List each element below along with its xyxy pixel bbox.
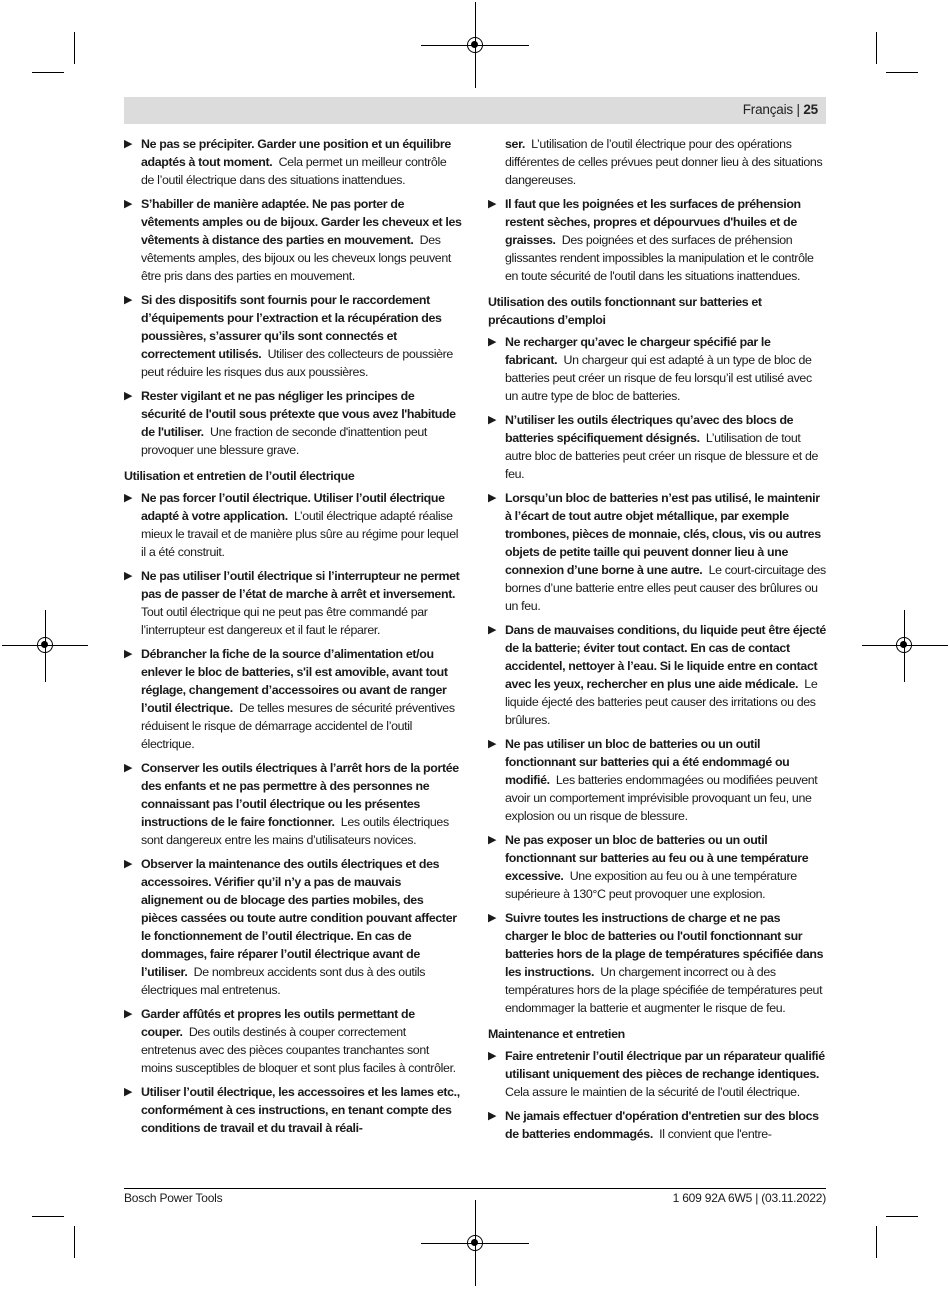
bullet-item-text: Les outils électriques sont dangereux entre les mains d’utilisateurs novices. (141, 815, 449, 847)
bullet-item (124, 759, 462, 849)
bullet-item (488, 909, 826, 1017)
footer-rule (124, 1188, 826, 1189)
bullet-item (124, 1083, 462, 1137)
bullet-arrow-icon: ▶ (124, 648, 133, 660)
bullet-arrow-icon: ▶ (124, 570, 133, 582)
crop-mark (886, 1216, 918, 1217)
bullet-item (488, 333, 826, 405)
bullet-item-bold: Observer la maintenance des outils électriques et des accessoires. Vérifier qu’il n’y a pas de mauvais alignement ou de blocage des parties mobiles, des pièces cassées ou toute autre condition pouvant affecter le fonctionnement de l’outil électrique. En cas de dommages, faire réparer l’outil électrique avant de l’utiliser. (141, 857, 457, 979)
bullet-item-text: L’utilisation de tout autre bloc de batteries peut créer un risque de blessure et de feu. (505, 431, 819, 481)
bullet-item-bold: Faire entretenir l’outil électrique par un réparateur qualifié utilisant uniquement des pièces de rechange identiques. (505, 1049, 825, 1081)
crop-mark (32, 72, 64, 73)
header-language: Français (742, 102, 793, 117)
right-column (488, 135, 826, 1149)
bullet-item-bold: Ne pas se précipiter. Garder une position et un équilibre adaptés à tout moment. (141, 137, 451, 169)
bullet-arrow-icon: ▶ (488, 1050, 497, 1062)
bullet-item-bold: Ne pas utiliser un bloc de batteries ou un outil fonctionnant sur batteries qui a été endommagé ou modifié. (505, 737, 790, 787)
bullet-item (124, 291, 462, 381)
footer-publisher: Bosch Power Tools (124, 1191, 223, 1205)
bullet-item-text: De nombreux accidents sont dus à des outils électriques mal entretenus. (141, 965, 426, 997)
page-header (124, 97, 826, 124)
bullet-item-text: Une exposition au feu ou à une température supérieure à 130°C peut provoquer une explosion. (505, 869, 797, 901)
bullet-item-bold: Utiliser l’outil électrique, les accessoires et les lames etc., conformément à ces instructions, en tenant compte des conditions de travail et du travail à réali- (141, 1085, 460, 1135)
bullet-item (124, 135, 462, 189)
right-list-a (488, 195, 826, 285)
bullet-item-text: Utiliser des collecteurs de poussière peut réduire les risques dus aux poussières. (141, 347, 453, 379)
bullet-arrow-icon: ▶ (124, 1086, 133, 1098)
bullet-item-text: Cela permet un meilleur contrôle de l’outil électrique dans des situations inattendues. (141, 155, 447, 187)
bullet-item-text: Des poignées et des surfaces de préhension glissantes rendent impossibles la manipulation et le contrôle en toute sécurité de l'outil dans les situations inattendues. (505, 233, 814, 283)
bullet-item-text: Des vêtements amples, des bijoux ou les cheveux longs peuvent être pris dans des parties en mouvement. (141, 233, 451, 283)
bullet-arrow-icon: ▶ (488, 624, 497, 636)
bullet-arrow-icon: ▶ (488, 834, 497, 846)
section-heading-use-care: Utilisation et entretien de l’outil électrique (124, 469, 355, 483)
bullet-item (124, 195, 462, 285)
bullet-arrow-icon: ▶ (488, 1110, 497, 1122)
bullet-item-bold: Ne pas exposer un bloc de batteries ou un outil fonctionnant sur batteries au feu ou à une température excessive. (505, 833, 809, 883)
bullet-item-text: Cela assure le maintien de la sécurité de l’outil électrique. (505, 1085, 800, 1099)
bullet-arrow-icon: ▶ (488, 738, 497, 750)
left-list-b (124, 489, 462, 1137)
bullet-item (124, 567, 462, 639)
bullet-item (488, 831, 826, 903)
registration-mark-icon (467, 1235, 483, 1251)
bullet-item (124, 387, 462, 459)
bullet-item-bold: Dans de mauvaises conditions, du liquide peut être éjecté de la batterie; éviter tout contact. En cas de contact accidentel, nettoyer à l’eau. Si le liquide entre en contact avec les yeux, rechercher en plus une aide médicale. (505, 623, 826, 691)
bullet-item-bold: Lorsqu’un bloc de batteries n’est pas utilisé, le maintenir à l’écart de tout autre objet métallique, par exemple trombones, pièces de monnaie, clés, clous, vis ou autres objets de petite taille qui peuvent donner lieu à une connexion d’une borne à une autre. (505, 491, 821, 577)
bullet-arrow-icon: ▶ (124, 492, 133, 504)
bullet-item-bold: N’utiliser les outils électriques qu’avec des blocs de batteries spécifiquement désignés. (505, 413, 794, 445)
bullet-item-bold: Garder affûtés et propres les outils permettant de couper. (141, 1007, 415, 1039)
bullet-arrow-icon: ▶ (124, 762, 133, 774)
bullet-item-text: Une fraction de seconde d'inattention peut provoquer une blessure grave. (141, 425, 428, 457)
bullet-item (488, 195, 826, 285)
bullet-item-bold: Ne recharger qu’avec le chargeur spécifié par le fabricant. (505, 335, 771, 367)
left-column (124, 135, 462, 1143)
bullet-item (124, 1005, 462, 1077)
bullet-item-text: Tout outil électrique qui ne peut pas être commandé par l’interrupteur est dangereux et il faut le réparer. (141, 605, 428, 637)
left-list-a (124, 135, 462, 459)
continued-bold: ser. (505, 137, 525, 151)
bullet-item (488, 1107, 826, 1143)
bullet-arrow-icon: ▶ (124, 390, 133, 402)
page-number: 25 (803, 102, 818, 117)
bullet-item (488, 411, 826, 483)
bullet-arrow-icon: ▶ (124, 1008, 133, 1020)
bullet-arrow-icon: ▶ (488, 912, 497, 924)
crop-mark (886, 72, 918, 73)
bullet-item-text: Le court-circuitage des bornes d’une batterie entre elles peut causer des brûlures ou un feu. (505, 563, 826, 613)
section-heading-maintenance: Maintenance et entretien (488, 1027, 625, 1041)
crop-mark (74, 32, 75, 64)
bullet-item-text: Un chargeur qui est adapté à un type de bloc de batteries peut créer un risque de feu lorsqu’il est utilisé avec un autre type de bloc de batteries. (505, 353, 812, 403)
bullet-item-bold: Si des dispositifs sont fournis pour le raccordement d’équipements pour l’extraction et la récupération des poussières, s’assurer qu’ils sont connectés et correctement utilisés. (141, 293, 442, 361)
crop-mark (876, 32, 877, 64)
bullet-item-text: De telles mesures de sécurité préventives réduisent le risque de démarrage accidentel de l’outil électrique. (141, 701, 455, 751)
bullet-item-text: Un chargement incorrect ou à des températures hors de la plage spécifiée de températures peut endommager la batterie et augmenter le risque de feu. (505, 965, 823, 1015)
bullet-item-bold: Ne pas forcer l’outil électrique. Utiliser l’outil électrique adapté à votre application. (141, 491, 445, 523)
bullet-item-bold: Ne pas utiliser l’outil électrique si l’interrupteur ne permet pas de passer de l’état de marche à arrêt et inversement. (141, 569, 460, 601)
continued-paragraph (488, 135, 826, 189)
bullet-item-text: Il convient que l'entre- (659, 1127, 772, 1141)
bullet-arrow-icon: ▶ (124, 858, 133, 870)
bullet-item-bold: Ne jamais effectuer d'opération d'entretien sur des blocs de batteries endommagés. (505, 1109, 819, 1141)
bullet-item-bold: S’habiller de manière adaptée. Ne pas porter de vêtements amples ou de bijoux. Garder les cheveux et les vêtements à distance des parties en mouvement. (141, 197, 462, 247)
bullet-arrow-icon: ▶ (124, 198, 133, 210)
bullet-item (124, 489, 462, 561)
header-text (743, 102, 818, 117)
bullet-item-bold: Il faut que les poignées et les surfaces de préhension restent sèches, propres et dépourvues d'huiles et de graisses. (505, 197, 801, 247)
bullet-item-bold: Rester vigilant et ne pas négliger les principes de sécurité de l'outil sous prétexte que vous avez l'habitude de l'utiliser. (141, 389, 456, 439)
registration-mark-icon (467, 37, 483, 53)
bullet-item-text: Le liquide éjecté des batteries peut causer des irritations ou des brûlures. (505, 677, 818, 727)
header-separator: | (796, 102, 800, 117)
bullet-item (124, 645, 462, 753)
bullet-item-text: Les batteries endommagées ou modifiées peuvent avoir un comportement imprévisible provoquant un feu, une explosion ou un risque de blessure. (505, 773, 818, 823)
bullet-item-bold: Débrancher la fiche de la source d’alimentation et/ou enlever le bloc de batteries, s'il est amovible, avant tout réglage, changement d’accessoires ou avant de ranger l’outil électrique. (141, 647, 448, 715)
bullet-arrow-icon: ▶ (124, 138, 133, 150)
footer-doc-code: 1 609 92A 6W5 | (03.11.2022) (672, 1191, 826, 1205)
bullet-item-bold: Suivre toutes les instructions de charge et ne pas charger le bloc de batteries ou l'outil fonctionnant sur batteries hors de la plage de températures spécifiée dans les instructions. (505, 911, 824, 979)
registration-mark-icon (37, 637, 53, 653)
bullet-item (488, 1047, 826, 1101)
continued-text: L’utilisation de l’outil électrique pour des opérations différentes de celles prévues peut donner lieu à des situations dangereuses. (505, 137, 823, 187)
bullet-item-text: L’outil électrique adapté réalise mieux le travail et de manière plus sûre au régime pour lequel il a été construit. (141, 509, 459, 559)
bullet-arrow-icon: ▶ (488, 414, 497, 426)
bullet-arrow-icon: ▶ (488, 492, 497, 504)
bullet-arrow-icon: ▶ (488, 198, 497, 210)
section-heading-battery: Utilisation des outils fonctionnant sur batteries et précautions d’emploi (488, 295, 762, 327)
crop-mark (74, 1226, 75, 1258)
bullet-arrow-icon: ▶ (488, 336, 497, 348)
right-list-c (488, 1047, 826, 1143)
registration-mark-icon (896, 637, 912, 653)
bullet-item (488, 621, 826, 729)
bullet-item-bold: Conserver les outils électriques à l’arrêt hors de la portée des enfants et ne pas permettre à des personnes ne connaissant pas l’outil électrique ou les présentes instructions de le faire fonctionner. (141, 761, 459, 829)
right-list-b (488, 333, 826, 1017)
bullet-item-text: Des outils destinés à couper correctement entretenus avec des pièces coupantes tranchantes sont moins susceptibles de bloquer et sont plus faciles à contrôler. (141, 1025, 456, 1075)
bullet-item (488, 735, 826, 825)
crop-mark (32, 1216, 64, 1217)
crop-mark (876, 1226, 877, 1258)
bullet-arrow-icon: ▶ (124, 294, 133, 306)
bullet-item (488, 489, 826, 615)
bullet-item (124, 855, 462, 999)
